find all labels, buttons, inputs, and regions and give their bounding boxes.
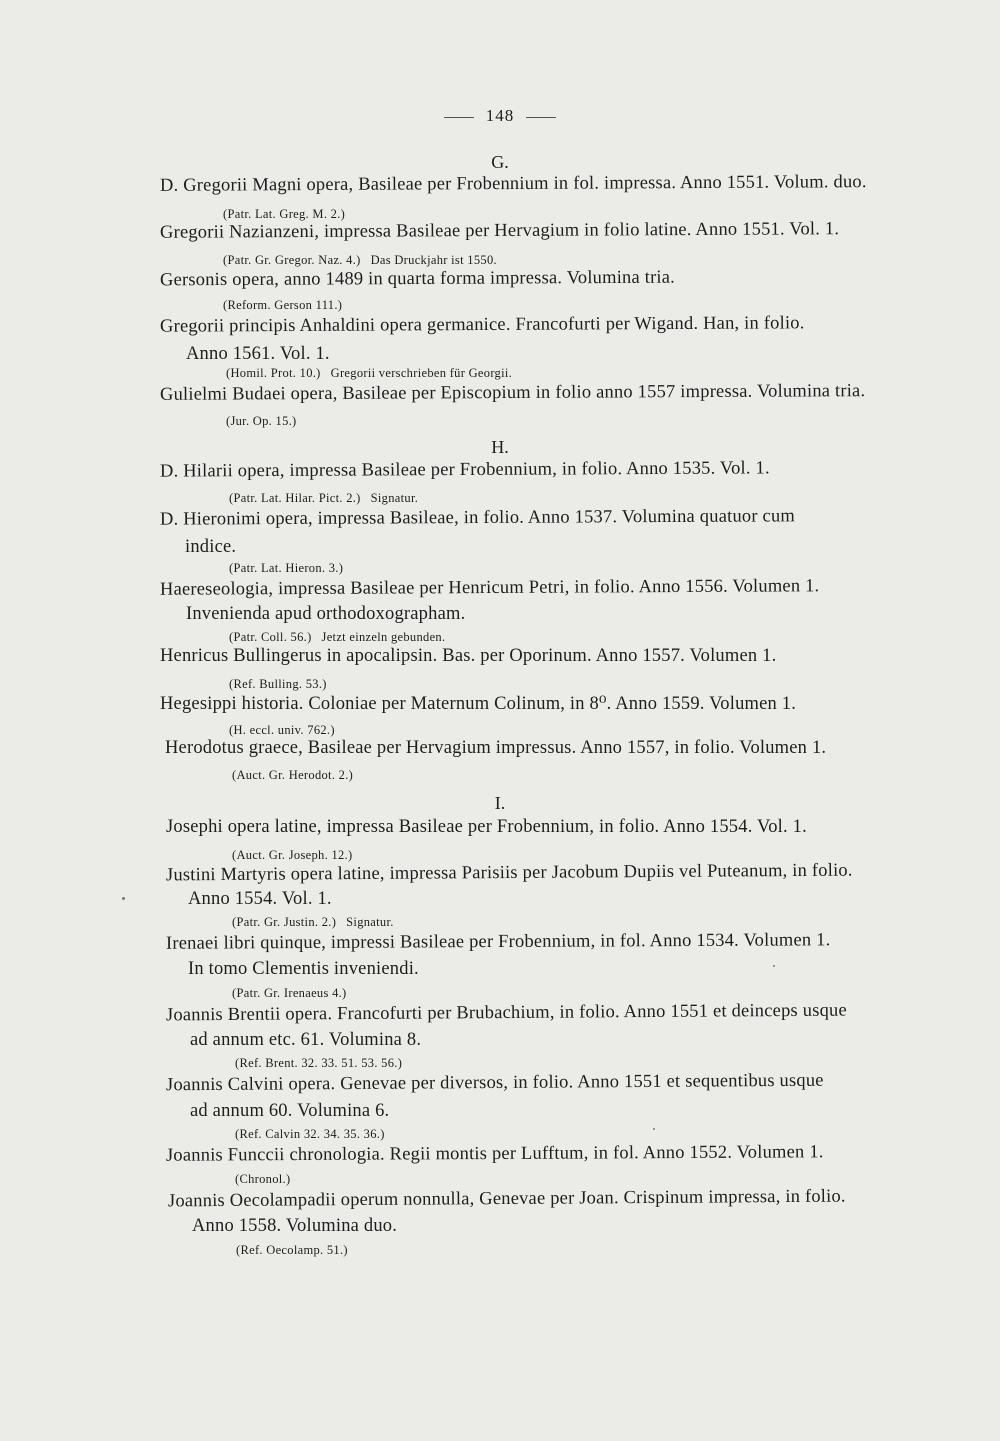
entry-line: Haereseologia, impressa Basileae per Henricum Petri, in folio. Anno 1556. Volumen 1.: [159, 576, 820, 600]
entry-line: D. Hieronimi opera, impressa Basileae, in folio. Anno 1537. Volumina quatuor cum: [159, 506, 796, 530]
entry-line: Gregorii Nazianzeni, impressa Basileae per Hervagium in folio latine. Anno 1551. Vol. 1.: [159, 219, 840, 243]
print-speck: [653, 1128, 655, 1130]
shelfmark-code: (Reform. Gerson 111.): [223, 298, 343, 312]
shelfmark-code: (Auct. Gr. Joseph. 12.): [232, 848, 353, 862]
shelfmark-code: (Jur. Op. 15.): [226, 414, 297, 428]
header-dash-left: [444, 117, 474, 118]
shelfmark: [232, 768, 353, 783]
entry-line: Joannis Funccii chronologia. Regii montis per Lufftum, in fol. Anno 1552. Volumen 1.: [165, 1142, 824, 1166]
print-speck: [773, 965, 775, 967]
shelfmark-code: (Homil. Prot. 10.): [226, 366, 321, 380]
entry-line: D. Gregorii Magni opera, Basileae per Frobennium in fol. impressa. Anno 1551. Volum. duo.: [159, 172, 867, 196]
section-heading-i: I.: [494, 793, 506, 813]
editor-note: Das Druckjahr ist 1550.: [370, 253, 497, 267]
entry-line-continuation: indice.: [185, 537, 237, 557]
entry-line: Gulielmi Budaei opera, Basileae per Episcopium in folio anno 1557 impressa. Volumina tria.: [159, 381, 866, 405]
header-dash-right: [526, 117, 556, 118]
entry-line-continuation: Invenienda apud orthodoxographam.: [186, 604, 466, 624]
entry-line-continuation: ad annum etc. 61. Volumina 8.: [190, 1030, 422, 1050]
shelfmark: [223, 298, 342, 313]
shelfmark: [235, 1127, 385, 1142]
shelfmark: [236, 1243, 348, 1258]
section-heading-g: G.: [491, 152, 509, 172]
shelfmark-code: (Patr. Lat. Hilar. Pict. 2.): [229, 491, 361, 505]
shelfmark-code: (Patr. Coll. 56.): [229, 630, 312, 644]
editor-note: Signatur.: [370, 491, 419, 505]
shelfmark-code: (Ref. Brent. 32. 33. 51. 53. 56.): [235, 1056, 403, 1070]
entry-line: Joannis Brentii opera. Francofurti per Brubachium, in folio. Anno 1551 et deinceps usque: [165, 1000, 847, 1026]
shelfmark-code: (Patr. Lat. Hieron. 3.): [229, 561, 344, 575]
shelfmark: [226, 414, 297, 429]
shelfmark: [229, 491, 418, 506]
entry-line: Irenaei libri quinque, impressi Basileae per Frobennium, in fol. Anno 1534. Volumen 1.: [165, 930, 831, 954]
entry-line: Gersonis opera, anno 1489 in quarta forma impressa. Volumina tria.: [159, 267, 676, 291]
entry-line-continuation: Anno 1554. Vol. 1.: [188, 889, 332, 909]
shelfmark: [232, 986, 347, 1001]
shelfmark-code: (Ref. Bulling. 53.): [229, 677, 327, 691]
page-header: [0, 106, 1000, 126]
shelfmark-code: (H. eccl. univ. 762.): [229, 723, 335, 737]
shelfmark: [223, 207, 345, 222]
shelfmark-code: (Chronol.): [235, 1172, 291, 1186]
shelfmark: [229, 630, 445, 645]
print-speck: [122, 897, 125, 900]
entry-line: Gregorii principis Anhaldini opera germanice. Francofurti per Wigand. Han, in folio.: [159, 313, 805, 337]
entry-line: Herodotus graece, Basileae per Hervagium impressus. Anno 1557, in folio. Volumen 1.: [165, 738, 827, 758]
entry-line: Joannis Calvini opera. Genevae per diversos, in folio. Anno 1551 et sequentibus usque: [165, 1070, 824, 1096]
shelfmark-code: (Ref. Calvin 32. 34. 35. 36.): [235, 1127, 385, 1141]
shelfmark-code: (Ref. Oecolamp. 51.): [236, 1243, 348, 1257]
entry-line-continuation: ad annum 60. Volumina 6.: [190, 1101, 390, 1121]
entry-line: Henricus Bullingerus in apocalipsin. Bas. per Oporinum. Anno 1557. Volumen 1.: [160, 646, 777, 666]
shelfmark: [229, 677, 327, 692]
shelfmark: [232, 848, 352, 863]
editor-note: Signatur.: [346, 915, 394, 929]
shelfmark: [229, 723, 335, 738]
shelfmark-code: (Auct. Gr. Herodot. 2.): [232, 768, 354, 782]
entry-line-continuation: Anno 1561. Vol. 1.: [186, 344, 330, 364]
shelfmark: [229, 561, 343, 576]
entry-line: D. Hilarii opera, impressa Basileae per Frobennium, in folio. Anno 1535. Vol. 1.: [159, 458, 770, 482]
shelfmark-code: (Patr. Gr. Justin. 2.): [232, 915, 337, 929]
section-heading-h: H.: [491, 437, 509, 457]
shelfmark: [235, 1172, 290, 1187]
shelfmark-code: (Patr. Gr. Gregor. Naz. 4.): [223, 253, 361, 267]
shelfmark-code: (Patr. Lat. Greg. M. 2.): [223, 207, 346, 221]
entry-line-continuation: In tomo Clementis inveniendi.: [188, 959, 419, 979]
shelfmark: [235, 1056, 402, 1071]
editor-note: Jetzt einzeln gebunden.: [321, 630, 446, 644]
entry-line: Justini Martyris opera latine, impressa Parisiis per Jacobum Dupiis vel Puteanum, in folio.: [165, 860, 853, 886]
entry-line: Josephi opera latine, impressa Basileae per Frobennium, in folio. Anno 1554. Vol. 1.: [166, 817, 807, 837]
entry-line: Hegesippi historia. Coloniae per Maternum Colinum, in 8⁰. Anno 1559. Volumen 1.: [160, 694, 797, 714]
shelfmark: [232, 915, 394, 930]
shelfmark-code: (Patr. Gr. Irenaeus 4.): [232, 986, 347, 1000]
entry-line: Joannis Oecolampadii operum nonnulla, Genevae per Joan. Crispinum impressa, in folio.: [167, 1186, 846, 1212]
page-number: 148: [485, 106, 515, 125]
shelfmark: [226, 366, 512, 381]
entry-line-continuation: Anno 1558. Volumina duo.: [192, 1216, 398, 1236]
editor-note: Gregorii verschrieben für Georgii.: [330, 366, 513, 380]
shelfmark: [223, 253, 497, 268]
